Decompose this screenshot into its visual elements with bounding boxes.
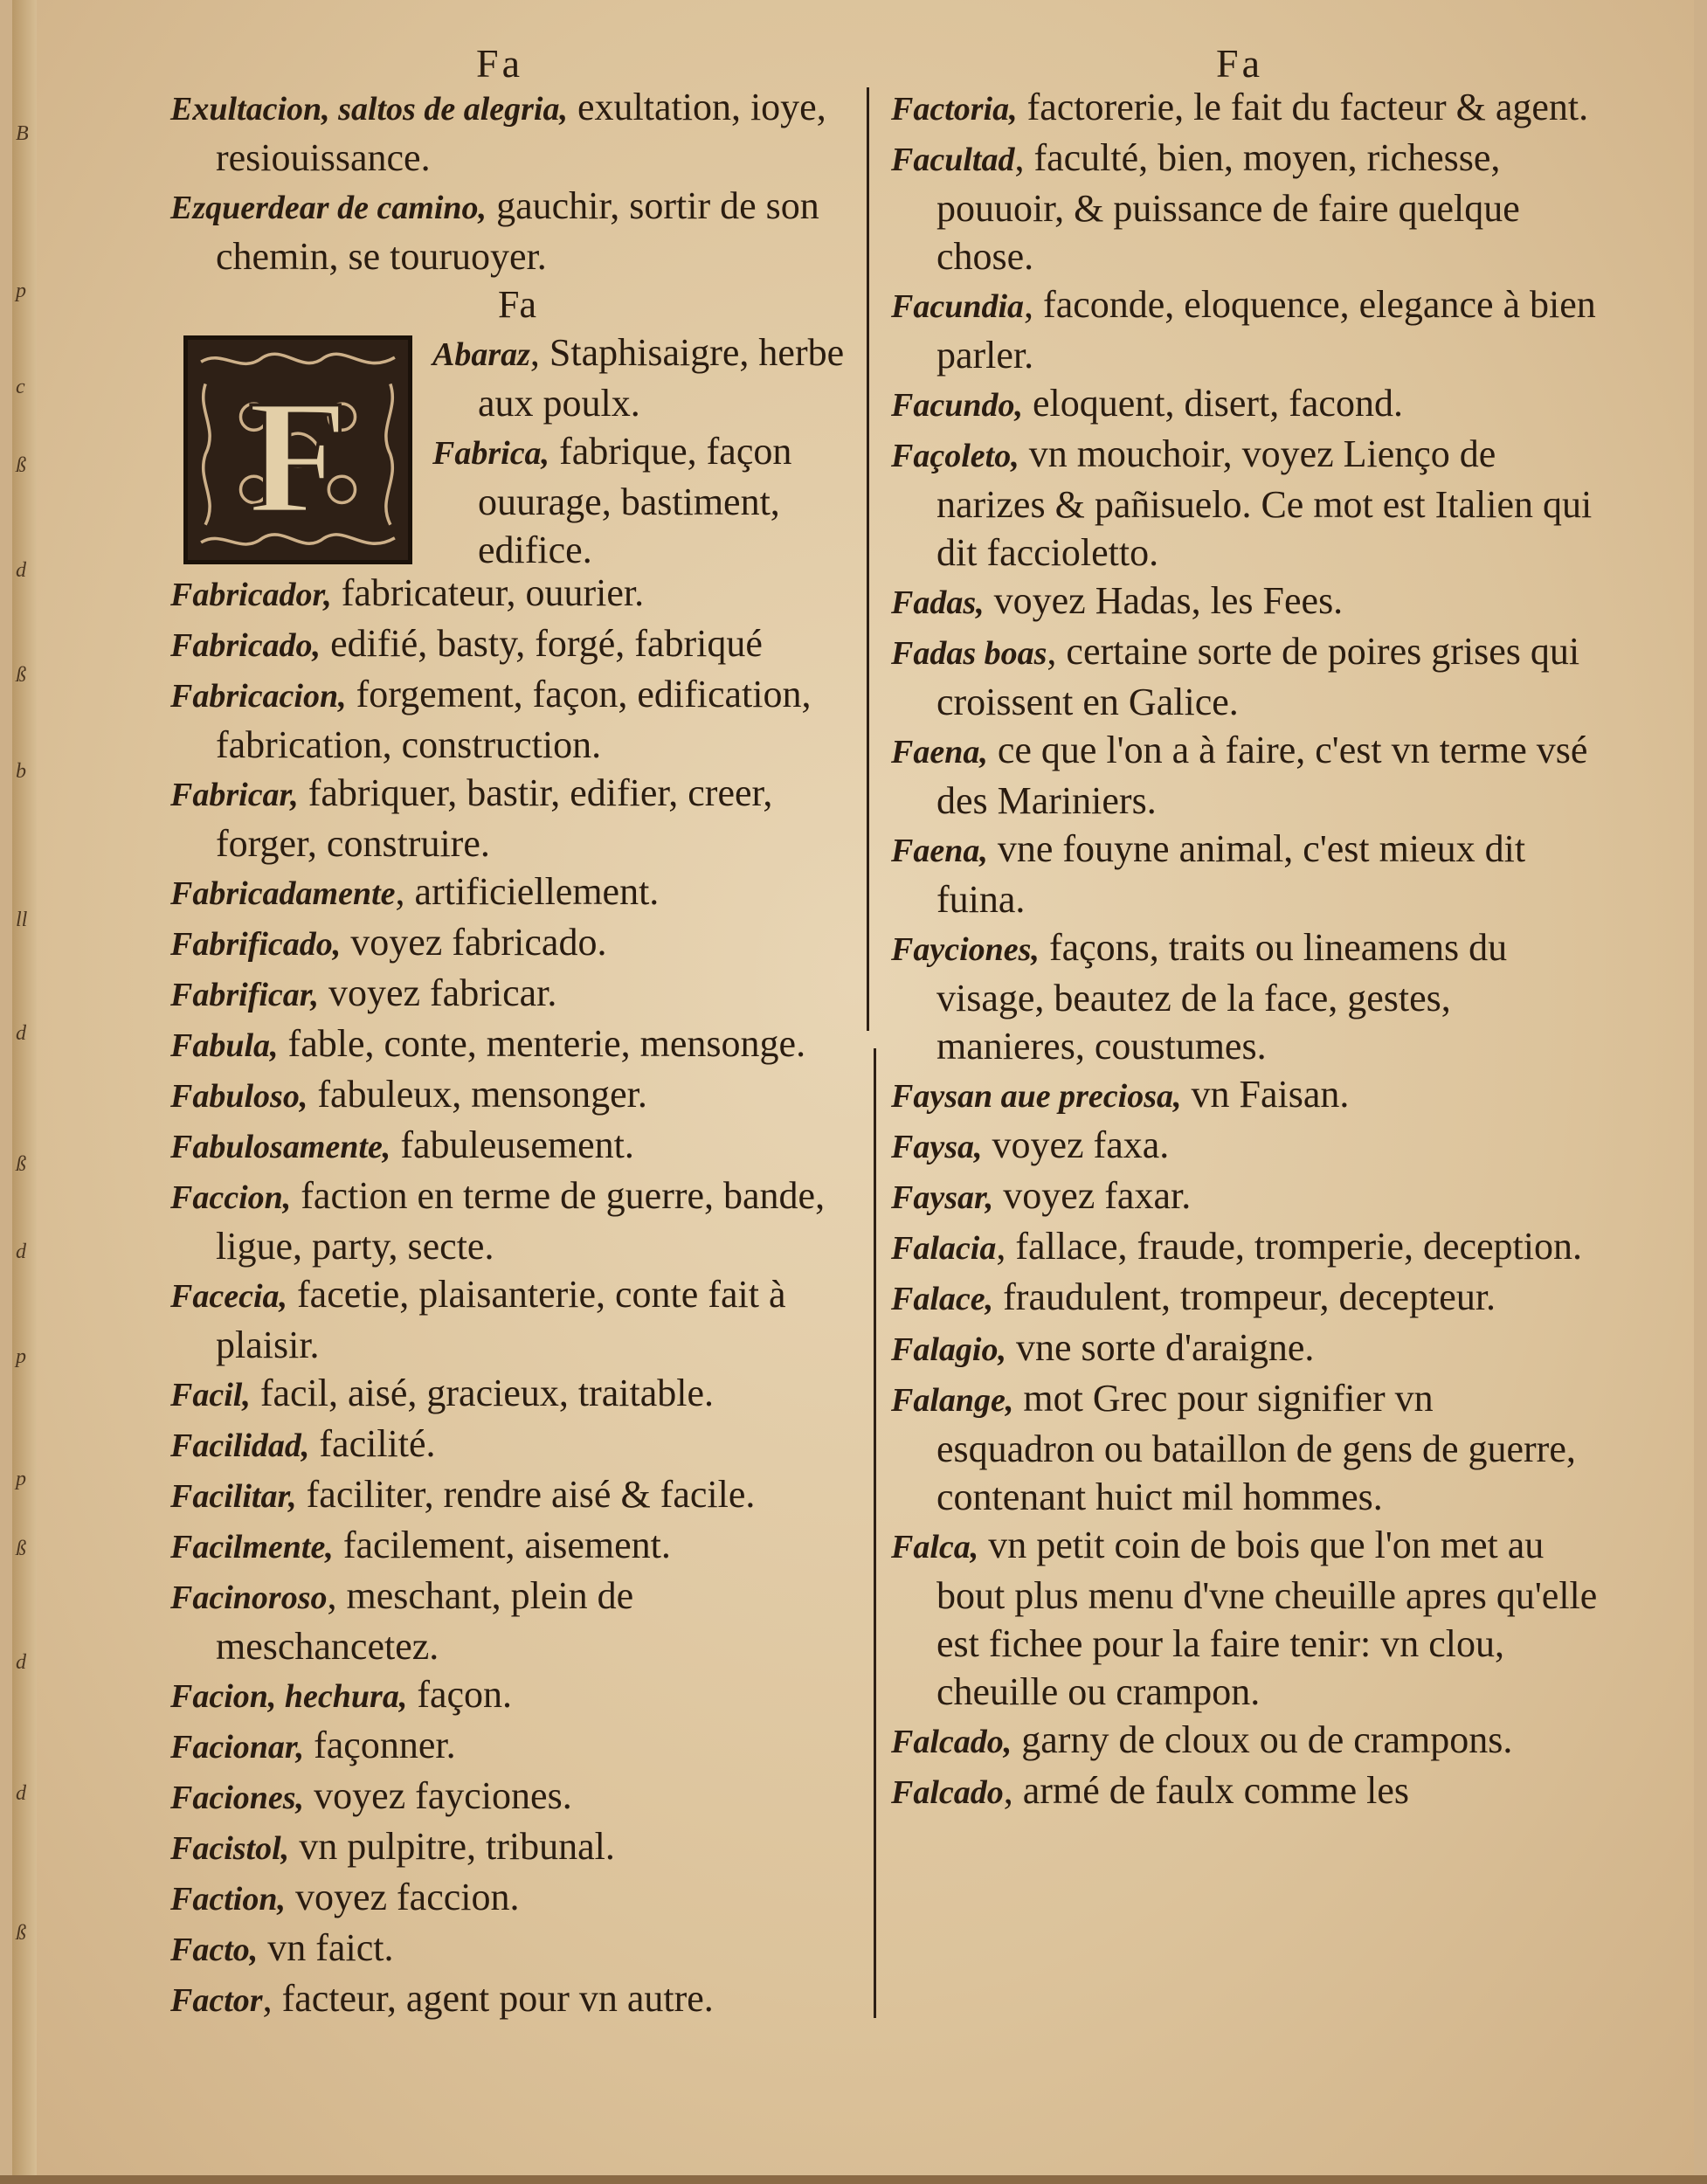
definition: fabuleux, mensonger. [308, 1073, 647, 1116]
dictionary-entry [170, 1772, 860, 1822]
dictionary-entry [170, 182, 860, 280]
definition: facilité. [309, 1422, 436, 1465]
definition: façonner. [304, 1724, 456, 1766]
dictionary-entry [891, 627, 1599, 726]
headword: Falcado, [891, 1724, 1012, 1760]
drop-cap-block [170, 328, 860, 569]
headword: Facundia [891, 288, 1025, 325]
dictionary-entry [170, 1270, 860, 1369]
definition: vn faict. [258, 1926, 394, 1969]
definition: , faconde, eloquence, elegance à bien parler. [936, 283, 1596, 377]
headword: Factoria, [891, 91, 1018, 128]
headword: Ezquerdear de camino, [170, 190, 487, 226]
dictionary-entry [432, 328, 869, 427]
headword: Fabricado, [170, 627, 321, 664]
headword: Falace, [891, 1281, 994, 1317]
dictionary-entry [170, 670, 860, 769]
definition: vn mouchoir, voyez Lienço de narizes & pañisuelo. Ce mot est Italien qui dit faccioletto. [936, 432, 1593, 574]
headword: Faccion, [170, 1179, 292, 1216]
definition: faction en terme de guerre, bande, ligue, party, secte. [216, 1174, 826, 1268]
page-bottom-edge [0, 2175, 1707, 2184]
definition: facil, aisé, gracieux, traitable. [250, 1372, 714, 1414]
headword: Fabulosamente, [170, 1129, 391, 1165]
dictionary-entry [891, 1766, 1599, 1817]
headword: Fabuloso, [170, 1078, 308, 1115]
dictionary-entry [170, 1420, 860, 1470]
headword: Facil, [170, 1377, 251, 1413]
definition: , armé de faulx comme les [1003, 1769, 1410, 1812]
definition: exultation, ioye, resiouissance. [216, 86, 826, 179]
definition: voyez faxar. [993, 1174, 1192, 1217]
definition: fraudulent, trompeur, decepteur. [993, 1275, 1496, 1318]
dictionary-entry [170, 619, 860, 670]
dictionary-entry [891, 134, 1599, 280]
dictionary-entry [891, 1716, 1599, 1766]
left-entry-list [170, 569, 860, 2025]
running-head-left: Fa [476, 41, 523, 86]
headword: Falange, [891, 1382, 1014, 1419]
headword: Fabula, [170, 1027, 279, 1064]
dictionary-entry [170, 1873, 860, 1924]
dictionary-entry [170, 1974, 860, 2025]
dictionary-entry [891, 1521, 1599, 1716]
definition: , artificiellement. [395, 870, 660, 913]
dictionary-entry [170, 969, 860, 1019]
definition: mot Grec pour signifier vn esquadron ou bataillon de gens de guerre, contenant huict mil hommes. [936, 1377, 1576, 1518]
definition: fabuleusement. [390, 1123, 634, 1166]
dictionary-entry [891, 1070, 1599, 1121]
dictionary-entry [170, 918, 860, 969]
headword: Facinoroso [170, 1579, 328, 1616]
dictionary-entry [432, 427, 869, 574]
dictionary-entry [170, 1521, 860, 1572]
dictionary-entry [170, 867, 860, 918]
headword: Facistol, [170, 1830, 290, 1867]
dictionary-entry [170, 1924, 860, 1974]
right-entries [891, 83, 1599, 1817]
headword: Fabricar, [170, 777, 299, 813]
definition: vn Faisan. [1181, 1073, 1350, 1116]
dictionary-entry [170, 1070, 860, 1121]
dictionary-entry [170, 769, 860, 867]
definition: façons, traits ou lineamens du visage, beautez de la face, gestes, manieres, coustumes. [936, 926, 1508, 1068]
headword: Exultacion, saltos de alegria, [170, 91, 568, 128]
headword: Faena, [891, 734, 988, 771]
definition: gauchir, sortir de son chemin, se touruoyer. [216, 184, 819, 278]
headword: Facundo, [891, 387, 1023, 424]
definition: voyez fabricado. [341, 921, 607, 964]
definition: facetie, plaisanterie, conte fait à plaisir. [216, 1273, 786, 1366]
definition: fabricateur, ouurier. [331, 571, 645, 614]
definition: garny de cloux ou de crampons. [1012, 1718, 1513, 1761]
definition: fabrique, façon ouurage, bastiment, edifice. [478, 430, 792, 571]
headword: Facilmente, [170, 1529, 334, 1565]
dictionary-entry [170, 1019, 860, 1070]
headword: Falca, [891, 1529, 979, 1565]
headword: Facionar, [170, 1729, 305, 1766]
right-entry-list [891, 83, 1599, 1817]
dictionary-entry [170, 1572, 860, 1670]
definition: factorerie, le fait du facteur & agent. [1017, 86, 1589, 128]
ornament-icon [188, 340, 408, 560]
headword: Falagio, [891, 1331, 1006, 1368]
headword: Facion, hechura, [170, 1678, 408, 1715]
headword: Factor [170, 1982, 263, 2019]
headword: Façoleto, [891, 438, 1019, 474]
definition: voyez fabricar. [318, 971, 557, 1014]
definition: eloquent, disert, facond. [1022, 382, 1403, 425]
dictionary-entry [891, 825, 1599, 923]
headword: Fabricador, [170, 577, 332, 613]
drop-cap-entries [432, 328, 869, 574]
dictionary-entry [891, 83, 1599, 134]
definition: , faculté, bien, moyen, richesse, pouuoir, & puissance de faire quelque chose. [936, 136, 1520, 278]
definition: vn petit coin de bois que l'on met au bout plus menu d'vne cheuille apres qu'elle est fichee pour la faire tenir: vn clou, cheuille ou crampon. [936, 1524, 1598, 1713]
definition: ce que l'on a à faire, c'est vn terme vsé des Mariniers. [936, 729, 1588, 822]
headword: Faena, [891, 833, 988, 869]
headword: Fadas, [891, 584, 985, 621]
definition: , facteur, agent pour vn autre. [262, 1977, 714, 2020]
dictionary-entry [170, 1171, 860, 1270]
column-rule-lower [874, 1048, 876, 2018]
definition: voyez Hadas, les Fees. [984, 579, 1344, 622]
headword: Faciones, [170, 1780, 305, 1816]
definition: , fallace, fraude, tromperie, deception. [996, 1225, 1582, 1268]
dictionary-entry [170, 1121, 860, 1171]
dictionary-entry [170, 1822, 860, 1873]
headword: Facecia, [170, 1278, 288, 1315]
definition: fable, conte, menterie, mensonge. [278, 1022, 806, 1065]
headword: Faysar, [891, 1179, 994, 1216]
dictionary-entry [891, 726, 1599, 825]
headword: Facilidad, [170, 1427, 310, 1464]
dictionary-entry [891, 1171, 1599, 1222]
dictionary-entry [891, 1121, 1599, 1171]
headword: Facto, [170, 1932, 259, 1968]
dictionary-entry [891, 379, 1599, 430]
definition: voyez faxa. [982, 1123, 1170, 1166]
dictionary-entry [891, 1273, 1599, 1324]
dictionary-entry [170, 1721, 860, 1772]
definition: , certaine sorte de poires grises qui croissent en Galice. [936, 630, 1580, 723]
dictionary-entry [170, 1670, 860, 1721]
ornamental-drop-cap [183, 335, 412, 564]
drop-cap-letter: F [248, 367, 348, 548]
dictionary-entry [891, 1222, 1599, 1273]
headword: Falacia [891, 1230, 997, 1267]
headword: Abaraz [432, 336, 530, 373]
definition: vne sorte d'araigne. [1006, 1326, 1315, 1369]
dictionary-entry [891, 577, 1599, 627]
definition: faciliter, rendre aisé & facile. [296, 1473, 756, 1516]
left-entries [170, 83, 860, 2025]
headword: Facilitar, [170, 1478, 297, 1515]
headword: Fayciones, [891, 931, 1040, 968]
headword: Fabricacion, [170, 678, 347, 715]
headword: Fabrica, [432, 435, 550, 472]
definition: edifié, basty, forgé, fabriqué [321, 622, 763, 665]
running-head-right: Fa [1216, 41, 1263, 86]
headword: Faysa, [891, 1129, 983, 1165]
dictionary-entry [891, 923, 1599, 1070]
facing-page-fragments: B p c ß d ß b ll d ß d p p ß d d ß [16, 122, 29, 1945]
headword: Fadas boas [891, 635, 1047, 672]
definition: , meschant, plein de meschancetez. [216, 1574, 634, 1668]
definition: voyez fayciones. [304, 1774, 572, 1817]
dictionary-entry [891, 430, 1599, 577]
definition: vne fouyne animal, c'est mieux dit fuina. [936, 827, 1526, 921]
definition: vn pulpitre, tribunal. [289, 1825, 615, 1868]
dictionary-entry [170, 569, 860, 619]
definition: facilement, aisement. [333, 1524, 671, 1566]
definition: fabriquer, bastir, edifier, creer, forger, construire. [216, 771, 773, 865]
section-heading: Fa [498, 283, 536, 326]
dictionary-entry [891, 1374, 1599, 1521]
definition: façon. [407, 1673, 513, 1716]
headword: Faction, [170, 1881, 286, 1918]
definition: voyez faccion. [285, 1876, 520, 1918]
dictionary-entry [170, 83, 860, 182]
headword: Facultad [891, 142, 1015, 178]
dictionary-entry [170, 1470, 860, 1521]
definition: , Staphisaigre, herbe aux poulx. [478, 331, 845, 425]
headword: Fabrificar, [170, 977, 319, 1013]
headword: Falcado [891, 1774, 1004, 1811]
dictionary-entry [891, 280, 1599, 379]
definition: forgement, façon, edification, fabrication, construction. [216, 673, 812, 766]
dictionary-entry [891, 1324, 1599, 1374]
headword: Fabrificado, [170, 926, 342, 963]
headword: Faysan aue preciosa, [891, 1078, 1182, 1115]
headword: Fabricadamente [170, 875, 396, 912]
dictionary-entry [170, 1369, 860, 1420]
